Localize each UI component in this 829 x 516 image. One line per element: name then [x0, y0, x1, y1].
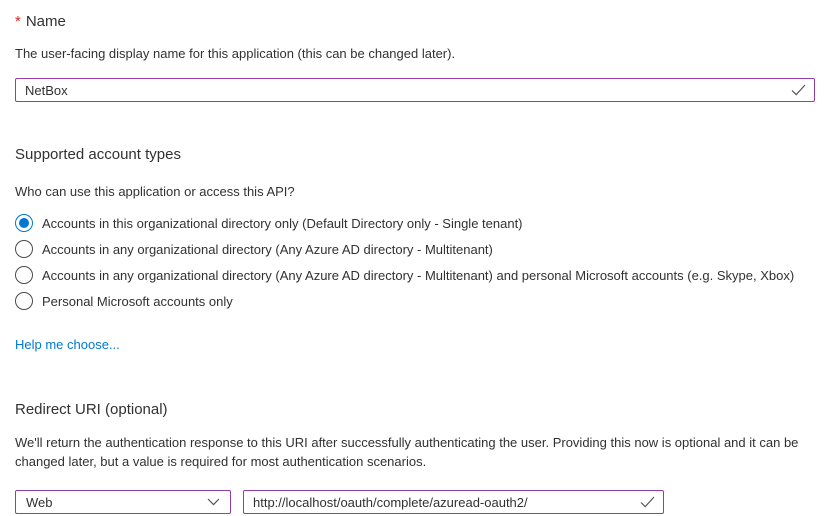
- platform-select[interactable]: [15, 490, 231, 514]
- name-section: [15, 12, 815, 102]
- radio-label: Accounts in any organizational directory (Any Azure AD directory - Multitenant): [42, 241, 493, 257]
- radio-single-tenant[interactable]: [15, 210, 815, 236]
- name-label-text: Name: [25, 13, 66, 30]
- valid-checkmark-icon: [791, 84, 806, 96]
- radio-multitenant[interactable]: [15, 236, 815, 262]
- name-input[interactable]: [15, 78, 815, 102]
- radio-button-icon: [15, 266, 33, 284]
- name-input-wrap: [15, 78, 815, 102]
- radio-button-icon: [15, 214, 33, 232]
- redirect-uri-heading: Redirect URI (optional): [15, 401, 168, 418]
- account-types-radio-group: [15, 210, 815, 314]
- account-types-question: Who can use this application or access this API?: [15, 184, 295, 199]
- radio-button-icon: [15, 292, 33, 310]
- radio-label: Personal Microsoft accounts only: [42, 293, 233, 309]
- platform-select-value: Web: [26, 494, 53, 510]
- redirect-uri-description: We'll return the authentication response to this URI after successfully authenticating the user. Providing this now is optional and it can be changed later, but a value is required for most authentication scenarios.: [15, 435, 799, 469]
- supported-account-types-heading: Supported account types: [15, 146, 181, 163]
- redirect-uri-input[interactable]: [243, 490, 664, 514]
- redirect-uri-section: [15, 400, 815, 514]
- name-field-label: [15, 12, 815, 32]
- name-field-description: The user-facing display name for this application (this can be changed later).: [15, 46, 456, 61]
- radio-label: Accounts in this organizational directory only (Default Directory only - Single tenant): [42, 215, 523, 231]
- redirect-uri-controls: [15, 490, 815, 514]
- help-me-choose-link[interactable]: Help me choose...: [15, 337, 120, 352]
- radio-multitenant-personal[interactable]: [15, 262, 815, 288]
- valid-checkmark-icon: [640, 496, 655, 508]
- required-asterisk: *: [15, 13, 21, 30]
- radio-personal-only[interactable]: [15, 288, 815, 314]
- supported-account-types-section: [15, 145, 815, 354]
- radio-button-icon: [15, 240, 33, 258]
- radio-label: Accounts in any organizational directory (Any Azure AD directory - Multitenant) and personal Microsoft accounts (e.g. Skype, Xbox): [42, 267, 795, 283]
- chevron-down-icon: [207, 498, 220, 506]
- redirect-uri-input-wrap: [243, 490, 664, 514]
